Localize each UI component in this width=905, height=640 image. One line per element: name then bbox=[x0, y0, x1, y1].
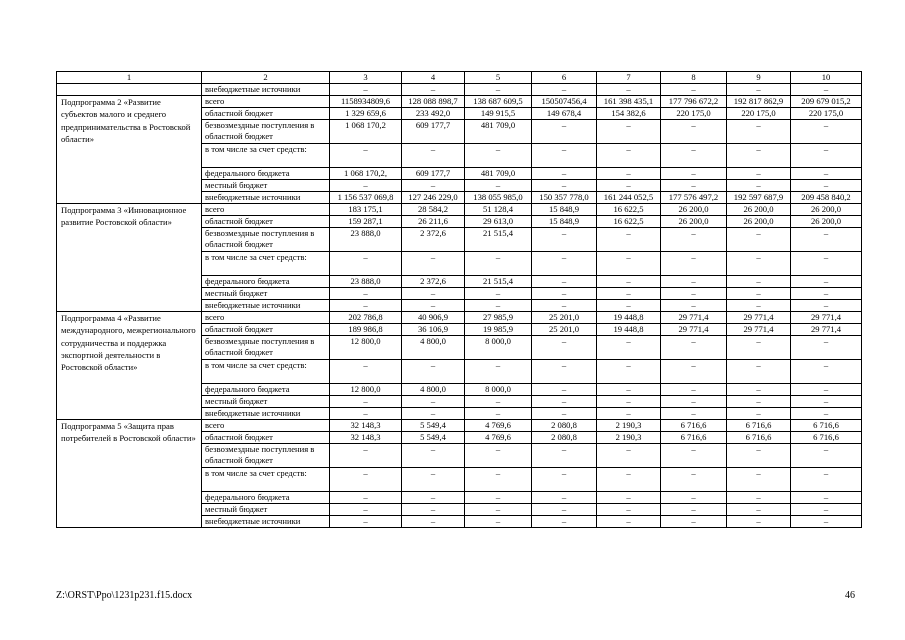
value-cell: 26 200,0 bbox=[727, 204, 791, 216]
value-cell: – bbox=[661, 84, 727, 96]
page-number: 46 bbox=[845, 590, 855, 601]
value-cell: – bbox=[791, 492, 862, 504]
value-cell: – bbox=[727, 360, 791, 384]
value-cell: – bbox=[597, 384, 661, 396]
program-name: Подпрограмма 3 «Инновационное развитие Ростовской области» bbox=[57, 204, 202, 312]
value-cell: – bbox=[791, 288, 862, 300]
source-label: всего bbox=[202, 312, 330, 324]
value-cell: – bbox=[597, 288, 661, 300]
value-cell: – bbox=[791, 276, 862, 288]
value-cell: – bbox=[465, 504, 532, 516]
value-cell: 26 200,0 bbox=[727, 216, 791, 228]
source-label: в том числе за счет средств: bbox=[202, 468, 330, 492]
value-cell: – bbox=[661, 300, 727, 312]
value-cell: – bbox=[597, 168, 661, 180]
value-cell: – bbox=[532, 408, 597, 420]
value-cell: 4 800,0 bbox=[402, 384, 465, 396]
value-cell: – bbox=[597, 408, 661, 420]
value-cell: – bbox=[791, 408, 862, 420]
source-label: федерального бюджета bbox=[202, 168, 330, 180]
value-cell: 8 000,0 bbox=[465, 384, 532, 396]
value-cell: 19 448,8 bbox=[597, 312, 661, 324]
value-cell: – bbox=[791, 84, 862, 96]
value-cell: – bbox=[791, 228, 862, 252]
value-cell: – bbox=[791, 180, 862, 192]
value-cell: – bbox=[661, 384, 727, 396]
value-cell: – bbox=[330, 180, 402, 192]
value-cell: – bbox=[597, 300, 661, 312]
value-cell: 25 201,0 bbox=[532, 312, 597, 324]
value-cell: 220 175,0 bbox=[727, 108, 791, 120]
value-cell: 1 068 170,2, bbox=[330, 168, 402, 180]
header-row bbox=[57, 72, 862, 84]
value-cell: – bbox=[402, 396, 465, 408]
value-cell: – bbox=[791, 360, 862, 384]
value-cell: – bbox=[597, 144, 661, 168]
value-cell: – bbox=[727, 288, 791, 300]
value-cell: 192 597 687,9 bbox=[727, 192, 791, 204]
table-body bbox=[57, 72, 862, 528]
value-cell: 154 382,6 bbox=[597, 108, 661, 120]
value-cell: 51 128,4 bbox=[465, 204, 532, 216]
value-cell: – bbox=[465, 84, 532, 96]
value-cell: – bbox=[465, 144, 532, 168]
value-cell: 15 848,9 bbox=[532, 204, 597, 216]
value-cell: – bbox=[597, 180, 661, 192]
source-label: в том числе за счет средств: bbox=[202, 252, 330, 276]
program-name: Подпрограмма 2 «Развитие субъектов малого и среднего предпринимательства в Ростовской области» bbox=[57, 96, 202, 204]
value-cell: – bbox=[661, 468, 727, 492]
value-cell: – bbox=[465, 360, 532, 384]
value-cell: – bbox=[597, 336, 661, 360]
source-label: безвозмездные поступления в областной бюджет bbox=[202, 228, 330, 252]
value-cell: 5 549,4 bbox=[402, 432, 465, 444]
value-cell: 150 357 778,0 bbox=[532, 192, 597, 204]
value-cell: – bbox=[727, 444, 791, 468]
value-cell: – bbox=[791, 516, 862, 528]
source-label: федерального бюджета bbox=[202, 492, 330, 504]
value-cell: 128 088 898,7 bbox=[402, 96, 465, 108]
value-cell: 12 800,0 bbox=[330, 336, 402, 360]
value-cell: 6 716,6 bbox=[727, 420, 791, 432]
source-label: безвозмездные поступления в областной бюджет bbox=[202, 120, 330, 144]
value-cell: – bbox=[465, 396, 532, 408]
value-cell: 25 201,0 bbox=[532, 324, 597, 336]
value-cell: 15 848,9 bbox=[532, 216, 597, 228]
value-cell: 1 068 170,2 bbox=[330, 120, 402, 144]
value-cell: 150507456,4 bbox=[532, 96, 597, 108]
header-cell: 8 bbox=[661, 72, 727, 84]
value-cell: – bbox=[597, 444, 661, 468]
header-cell: 3 bbox=[330, 72, 402, 84]
value-cell: – bbox=[330, 300, 402, 312]
value-cell: – bbox=[465, 492, 532, 504]
value-cell: 28 584,2 bbox=[402, 204, 465, 216]
value-cell: – bbox=[791, 168, 862, 180]
value-cell: – bbox=[465, 300, 532, 312]
value-cell: 29 771,4 bbox=[791, 312, 862, 324]
value-cell: 1158934809,6 bbox=[330, 96, 402, 108]
value-cell: – bbox=[532, 396, 597, 408]
value-cell: 16 622,5 bbox=[597, 204, 661, 216]
value-cell: – bbox=[597, 228, 661, 252]
value-cell: 149 678,4 bbox=[532, 108, 597, 120]
value-cell: 2 080,8 bbox=[532, 420, 597, 432]
value-cell: – bbox=[597, 468, 661, 492]
value-cell: 202 786,8 bbox=[330, 312, 402, 324]
value-cell: – bbox=[597, 84, 661, 96]
value-cell: 161 244 052,5 bbox=[597, 192, 661, 204]
value-cell: 209 458 840,2 bbox=[791, 192, 862, 204]
value-cell: – bbox=[465, 288, 532, 300]
value-cell: 6 716,6 bbox=[791, 432, 862, 444]
value-cell: 23 888,0 bbox=[330, 276, 402, 288]
value-cell: 481 709,0 bbox=[465, 120, 532, 144]
value-cell: 6 716,6 bbox=[791, 420, 862, 432]
value-cell: – bbox=[727, 168, 791, 180]
source-label: местный бюджет bbox=[202, 288, 330, 300]
header-cell: 4 bbox=[402, 72, 465, 84]
program-name: Подпрограмма 5 «Защита прав потребителей в Ростовской области» bbox=[57, 420, 202, 528]
value-cell: – bbox=[532, 276, 597, 288]
value-cell: – bbox=[330, 144, 402, 168]
value-cell: – bbox=[727, 384, 791, 396]
value-cell: – bbox=[661, 396, 727, 408]
table-row bbox=[57, 84, 862, 96]
value-cell: – bbox=[791, 384, 862, 396]
value-cell: – bbox=[402, 360, 465, 384]
value-cell: – bbox=[402, 252, 465, 276]
header-cell: 9 bbox=[727, 72, 791, 84]
value-cell: 21 515,4 bbox=[465, 228, 532, 252]
value-cell: – bbox=[402, 492, 465, 504]
value-cell: – bbox=[791, 144, 862, 168]
value-cell: – bbox=[661, 492, 727, 504]
value-cell: – bbox=[330, 492, 402, 504]
value-cell: – bbox=[402, 84, 465, 96]
value-cell: – bbox=[330, 288, 402, 300]
value-cell: – bbox=[532, 444, 597, 468]
value-cell: 2 190,3 bbox=[597, 420, 661, 432]
value-cell: 32 148,3 bbox=[330, 432, 402, 444]
value-cell: 26 211,6 bbox=[402, 216, 465, 228]
value-cell: – bbox=[465, 408, 532, 420]
value-cell: – bbox=[532, 360, 597, 384]
value-cell: – bbox=[597, 252, 661, 276]
value-cell: 2 080,8 bbox=[532, 432, 597, 444]
value-cell: – bbox=[532, 144, 597, 168]
value-cell: – bbox=[661, 504, 727, 516]
value-cell: 36 106,9 bbox=[402, 324, 465, 336]
value-cell: – bbox=[597, 516, 661, 528]
value-cell: 29 771,4 bbox=[727, 324, 791, 336]
source-label: в том числе за счет средств: bbox=[202, 360, 330, 384]
value-cell: 6 716,6 bbox=[727, 432, 791, 444]
value-cell: 26 200,0 bbox=[791, 204, 862, 216]
header-cell: 7 bbox=[597, 72, 661, 84]
value-cell: – bbox=[727, 396, 791, 408]
value-cell: – bbox=[727, 144, 791, 168]
value-cell: 19 985,9 bbox=[465, 324, 532, 336]
table-row bbox=[57, 204, 862, 216]
value-cell: – bbox=[727, 336, 791, 360]
value-cell: – bbox=[330, 84, 402, 96]
value-cell: 29 771,4 bbox=[791, 324, 862, 336]
value-cell: – bbox=[532, 516, 597, 528]
value-cell: 161 398 435,1 bbox=[597, 96, 661, 108]
value-cell: – bbox=[791, 252, 862, 276]
footer-file-path: Z:\ORST\Ppo\1231p231.f15.docx bbox=[56, 590, 193, 601]
value-cell: 21 515,4 bbox=[465, 276, 532, 288]
value-cell: – bbox=[532, 84, 597, 96]
value-cell: – bbox=[727, 468, 791, 492]
value-cell: – bbox=[727, 120, 791, 144]
value-cell: 2 372,6 bbox=[402, 228, 465, 252]
source-label: областной бюджет bbox=[202, 432, 330, 444]
value-cell: – bbox=[402, 180, 465, 192]
value-cell: 138 055 985,0 bbox=[465, 192, 532, 204]
value-cell: – bbox=[727, 300, 791, 312]
value-cell: 220 175,0 bbox=[661, 108, 727, 120]
value-cell: – bbox=[791, 120, 862, 144]
value-cell: – bbox=[465, 180, 532, 192]
value-cell: – bbox=[727, 228, 791, 252]
value-cell: – bbox=[727, 252, 791, 276]
value-cell: – bbox=[661, 408, 727, 420]
value-cell: – bbox=[402, 444, 465, 468]
value-cell: – bbox=[661, 252, 727, 276]
value-cell: – bbox=[597, 396, 661, 408]
value-cell: – bbox=[465, 516, 532, 528]
value-cell: – bbox=[532, 180, 597, 192]
value-cell: 23 888,0 bbox=[330, 228, 402, 252]
value-cell: 19 448,8 bbox=[597, 324, 661, 336]
source-label: всего bbox=[202, 96, 330, 108]
header-cell: 1 bbox=[57, 72, 202, 84]
value-cell: 26 200,0 bbox=[661, 216, 727, 228]
source-label: безвозмездные поступления в областной бюджет bbox=[202, 444, 330, 468]
value-cell: – bbox=[791, 468, 862, 492]
value-cell: – bbox=[402, 144, 465, 168]
value-cell: – bbox=[330, 444, 402, 468]
value-cell: 26 200,0 bbox=[791, 216, 862, 228]
value-cell: 209 679 015,2 bbox=[791, 96, 862, 108]
value-cell: 26 200,0 bbox=[661, 204, 727, 216]
value-cell: – bbox=[727, 408, 791, 420]
value-cell: – bbox=[330, 516, 402, 528]
value-cell: – bbox=[597, 276, 661, 288]
value-cell: 192 817 862,9 bbox=[727, 96, 791, 108]
value-cell: 32 148,3 bbox=[330, 420, 402, 432]
source-label: в том числе за счет средств: bbox=[202, 144, 330, 168]
value-cell: 609 177,7 bbox=[402, 120, 465, 144]
value-cell: – bbox=[661, 144, 727, 168]
source-label: внебюджетные источники bbox=[202, 192, 330, 204]
table-row bbox=[57, 96, 862, 108]
value-cell: – bbox=[661, 120, 727, 144]
value-cell: – bbox=[661, 516, 727, 528]
value-cell: – bbox=[465, 252, 532, 276]
value-cell: 149 915,5 bbox=[465, 108, 532, 120]
value-cell: 177 796 672,2 bbox=[661, 96, 727, 108]
value-cell: – bbox=[330, 504, 402, 516]
value-cell: 6 716,6 bbox=[661, 420, 727, 432]
value-cell: – bbox=[532, 228, 597, 252]
value-cell: 220 175,0 bbox=[791, 108, 862, 120]
source-label: областной бюджет bbox=[202, 108, 330, 120]
value-cell: – bbox=[402, 468, 465, 492]
value-cell: – bbox=[330, 252, 402, 276]
value-cell: – bbox=[402, 504, 465, 516]
value-cell: 29 613,0 bbox=[465, 216, 532, 228]
value-cell: 8 000,0 bbox=[465, 336, 532, 360]
value-cell: 4 769,6 bbox=[465, 432, 532, 444]
value-cell: – bbox=[465, 444, 532, 468]
source-label: всего bbox=[202, 420, 330, 432]
value-cell: – bbox=[532, 168, 597, 180]
value-cell: 609 177,7 bbox=[402, 168, 465, 180]
value-cell: – bbox=[532, 504, 597, 516]
value-cell: 27 985,9 bbox=[465, 312, 532, 324]
table-row bbox=[57, 312, 862, 324]
value-cell: – bbox=[330, 468, 402, 492]
source-label: местный бюджет bbox=[202, 504, 330, 516]
value-cell: – bbox=[791, 504, 862, 516]
value-cell: – bbox=[791, 336, 862, 360]
table-row bbox=[57, 420, 862, 432]
value-cell: – bbox=[597, 492, 661, 504]
value-cell: 127 246 229,0 bbox=[402, 192, 465, 204]
value-cell: – bbox=[661, 288, 727, 300]
value-cell: – bbox=[532, 468, 597, 492]
value-cell: – bbox=[791, 396, 862, 408]
source-label: внебюджетные источники bbox=[202, 300, 330, 312]
value-cell: 189 986,8 bbox=[330, 324, 402, 336]
source-label: федерального бюджета bbox=[202, 384, 330, 396]
source-label: федерального бюджета bbox=[202, 276, 330, 288]
value-cell: – bbox=[402, 408, 465, 420]
value-cell: – bbox=[661, 168, 727, 180]
header-cell: 2 bbox=[202, 72, 330, 84]
value-cell: – bbox=[597, 120, 661, 144]
value-cell: – bbox=[661, 336, 727, 360]
value-cell: – bbox=[330, 408, 402, 420]
value-cell: 16 622,5 bbox=[597, 216, 661, 228]
program-name: Подпрограмма 4 «Развитие международного, межрегионального сотрудничества и поддержка экспортной деятельности в Ростовской области» bbox=[57, 312, 202, 420]
value-cell: 2 372,6 bbox=[402, 276, 465, 288]
value-cell: – bbox=[402, 300, 465, 312]
value-cell: – bbox=[661, 228, 727, 252]
value-cell: – bbox=[330, 360, 402, 384]
value-cell: 29 771,4 bbox=[661, 324, 727, 336]
value-cell: – bbox=[465, 468, 532, 492]
value-cell: 40 906,9 bbox=[402, 312, 465, 324]
source-label: внебюджетные источники bbox=[202, 516, 330, 528]
value-cell: – bbox=[532, 384, 597, 396]
source-label: внебюджетные источники bbox=[202, 84, 330, 96]
value-cell: – bbox=[661, 180, 727, 192]
value-cell: 1 156 537 069,8 bbox=[330, 192, 402, 204]
value-cell: 6 716,6 bbox=[661, 432, 727, 444]
value-cell: – bbox=[330, 396, 402, 408]
value-cell: – bbox=[661, 276, 727, 288]
value-cell: 5 549,4 bbox=[402, 420, 465, 432]
value-cell: – bbox=[532, 300, 597, 312]
value-cell: 12 800,0 bbox=[330, 384, 402, 396]
value-cell: 481 709,0 bbox=[465, 168, 532, 180]
source-label: областной бюджет bbox=[202, 216, 330, 228]
value-cell: 4 800,0 bbox=[402, 336, 465, 360]
source-label: всего bbox=[202, 204, 330, 216]
value-cell: 177 576 497,2 bbox=[661, 192, 727, 204]
value-cell: 2 190,3 bbox=[597, 432, 661, 444]
source-label: внебюджетные источники bbox=[202, 408, 330, 420]
value-cell: – bbox=[661, 360, 727, 384]
value-cell: – bbox=[661, 444, 727, 468]
value-cell: – bbox=[597, 360, 661, 384]
value-cell: – bbox=[532, 492, 597, 504]
value-cell: 1 329 659,6 bbox=[330, 108, 402, 120]
value-cell: 138 687 609,5 bbox=[465, 96, 532, 108]
value-cell: 29 771,4 bbox=[661, 312, 727, 324]
source-label: безвозмездные поступления в областной бюджет bbox=[202, 336, 330, 360]
value-cell: – bbox=[532, 336, 597, 360]
header-cell: 10 bbox=[791, 72, 862, 84]
empty-cell bbox=[57, 84, 202, 96]
value-cell: – bbox=[727, 516, 791, 528]
value-cell: – bbox=[532, 252, 597, 276]
value-cell: – bbox=[532, 120, 597, 144]
value-cell: – bbox=[727, 180, 791, 192]
value-cell: – bbox=[727, 84, 791, 96]
value-cell: – bbox=[727, 276, 791, 288]
value-cell: 159 287,1 bbox=[330, 216, 402, 228]
header-cell: 5 bbox=[465, 72, 532, 84]
value-cell: – bbox=[402, 288, 465, 300]
value-cell: – bbox=[727, 504, 791, 516]
source-label: местный бюджет bbox=[202, 396, 330, 408]
value-cell: 29 771,4 bbox=[727, 312, 791, 324]
value-cell: 4 769,6 bbox=[465, 420, 532, 432]
budget-table bbox=[56, 71, 862, 528]
value-cell: – bbox=[791, 300, 862, 312]
value-cell: – bbox=[597, 504, 661, 516]
value-cell: 183 175,1 bbox=[330, 204, 402, 216]
source-label: местный бюджет bbox=[202, 180, 330, 192]
value-cell: – bbox=[727, 492, 791, 504]
value-cell: – bbox=[402, 516, 465, 528]
value-cell: – bbox=[532, 288, 597, 300]
source-label: областной бюджет bbox=[202, 324, 330, 336]
header-cell: 6 bbox=[532, 72, 597, 84]
value-cell: – bbox=[791, 444, 862, 468]
value-cell: 233 492,0 bbox=[402, 108, 465, 120]
